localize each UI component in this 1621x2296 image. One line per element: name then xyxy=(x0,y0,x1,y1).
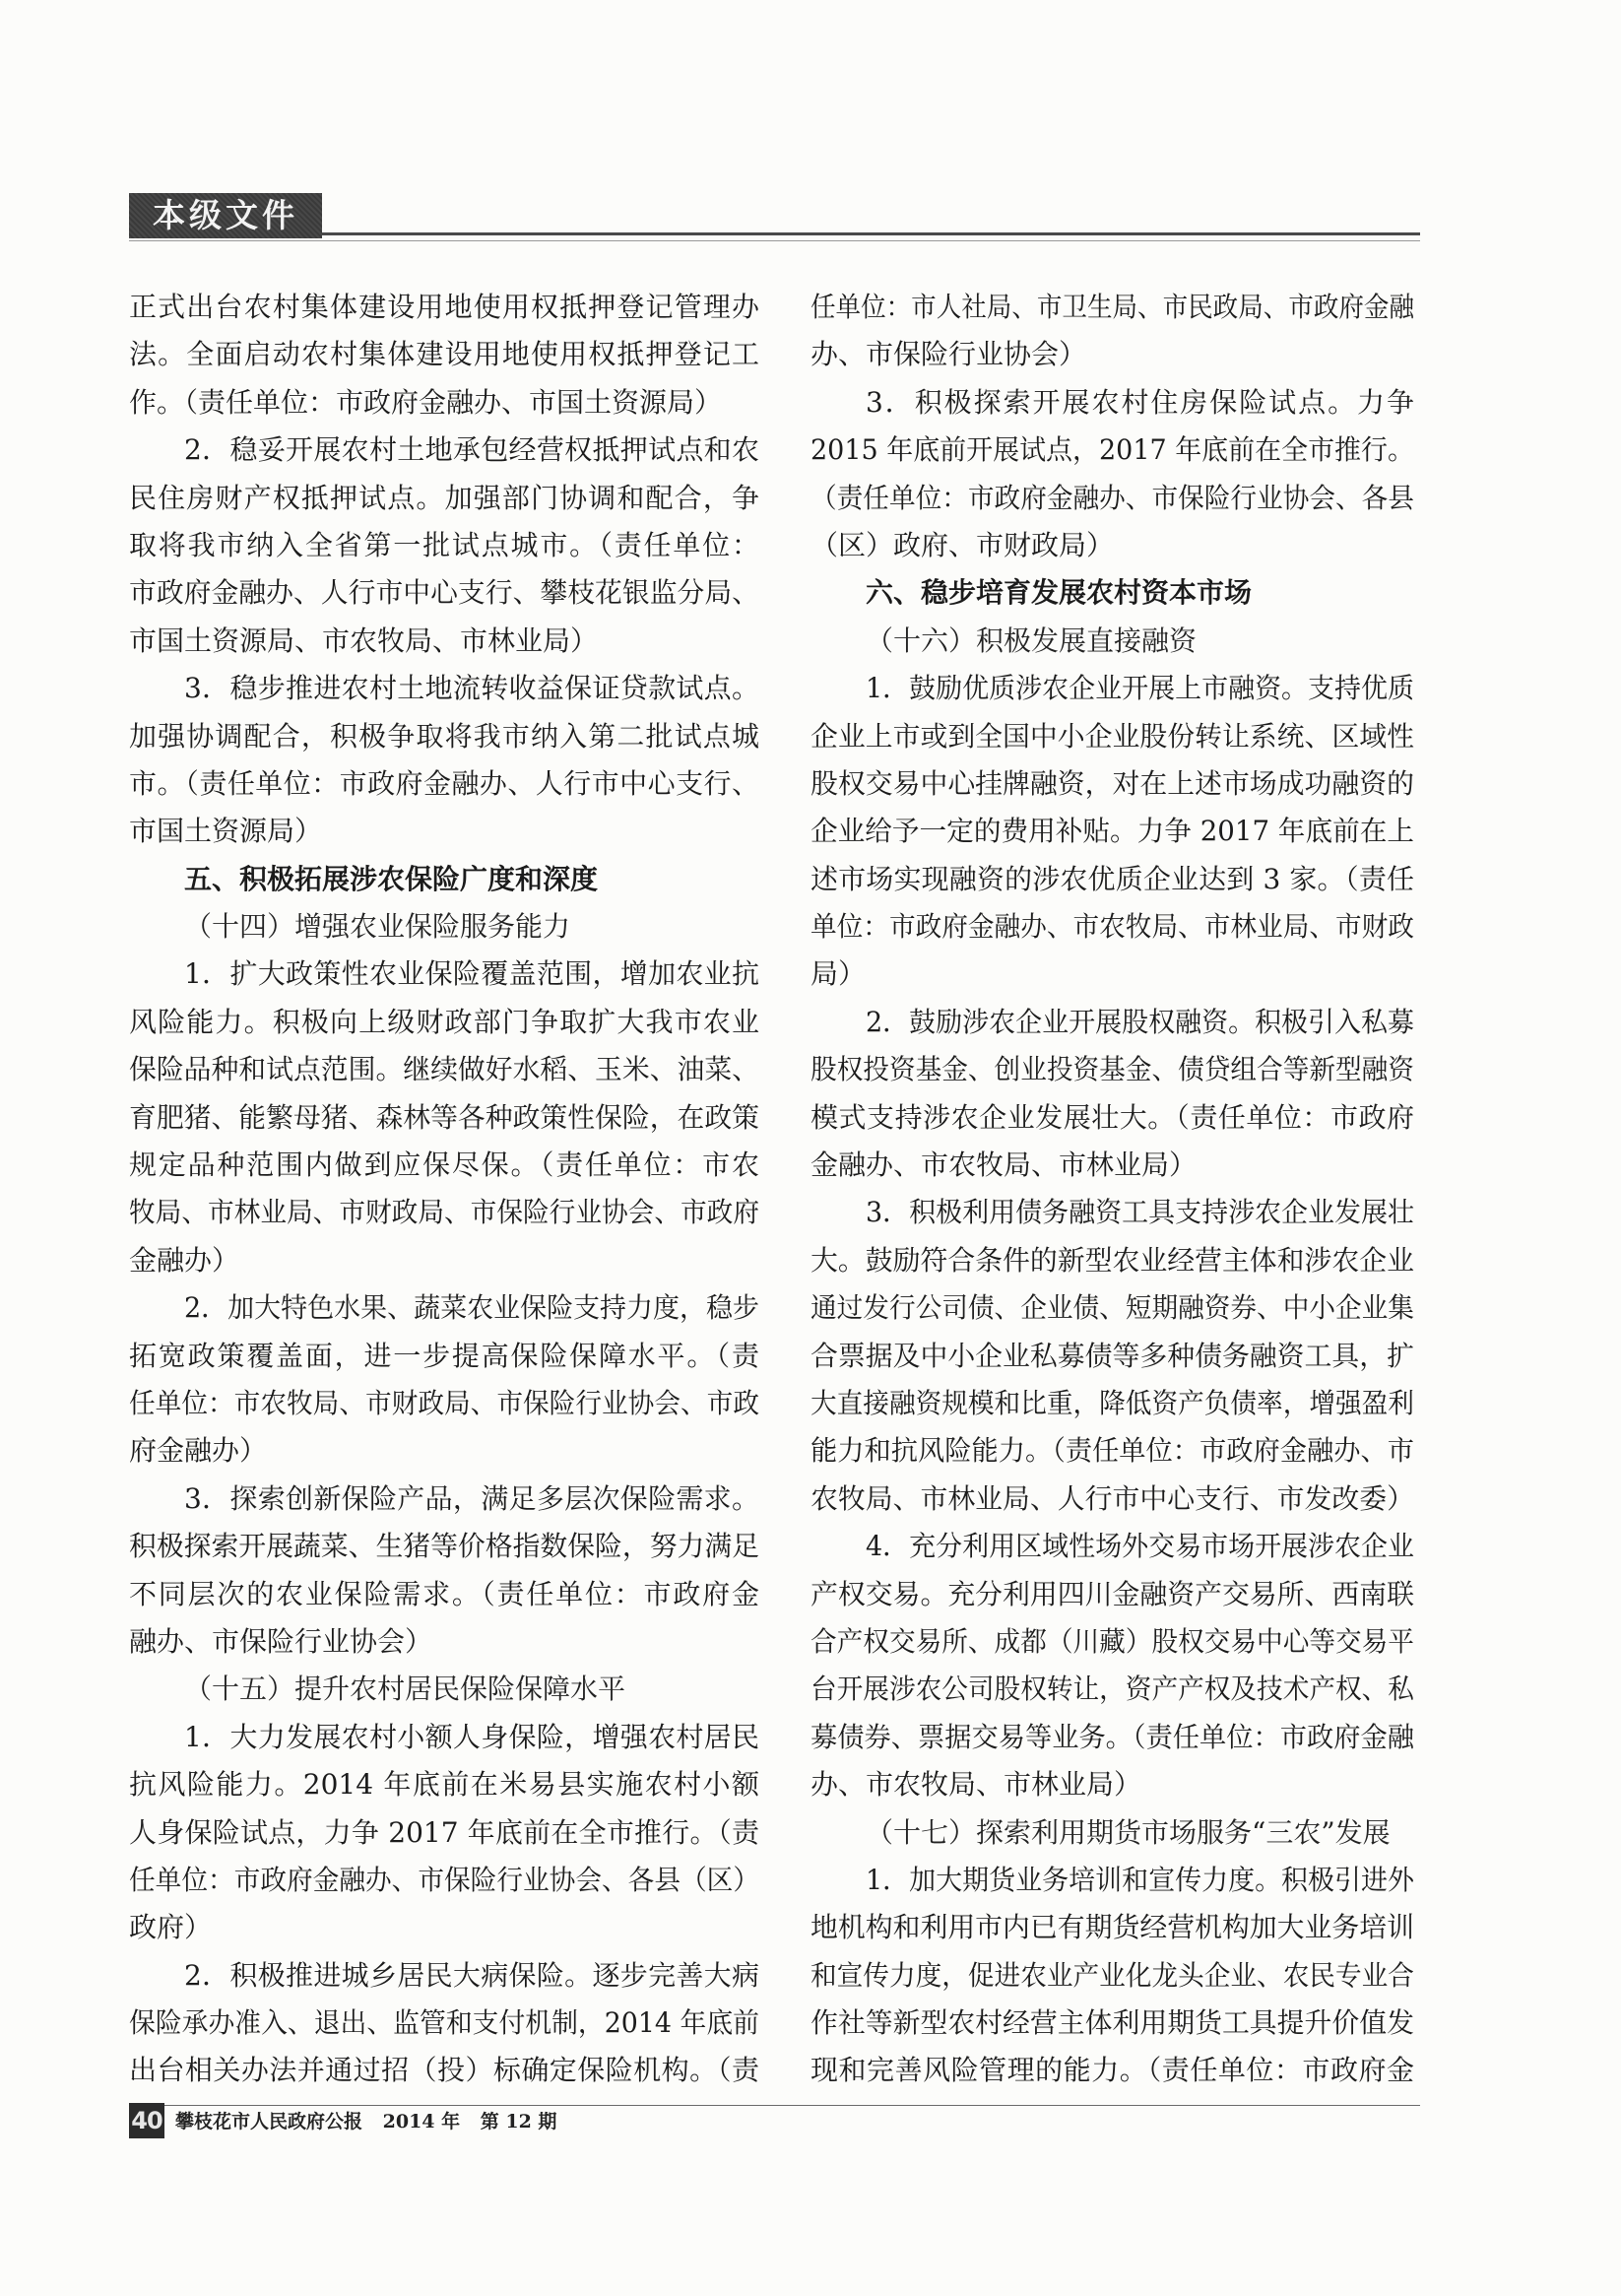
paragraph-line: 募债券、票据交易等业务。（责任单位：市政府金融 xyxy=(810,1720,1415,1753)
paragraph-line: 府金融办） xyxy=(129,1434,268,1468)
paragraph-line: 任单位：市人社局、市卫生局、市民政局、市政府金融 xyxy=(810,291,1415,323)
paragraph-line: 1．鼓励优质涉农企业开展上市融资。支持优质 xyxy=(866,672,1415,705)
paragraph-line: 民住房财产权抵押试点。加强部门协调和配合，争 xyxy=(129,481,759,514)
paragraph xyxy=(810,1857,1414,2095)
paragraph-line: 拓宽政策覆盖面，进一步提高保险保障水平。（责 xyxy=(129,1339,759,1372)
paragraph-line: 育肥猪、能繁母猪、森林等各种政策性保险，在政策 xyxy=(129,1100,760,1134)
section-heading: 六、稳步培育发展农村资本市场 xyxy=(866,576,1253,610)
paragraph xyxy=(129,1952,759,2095)
section-label-badge: 本级文件 xyxy=(129,193,322,238)
paragraph-line: 1．扩大政策性农业保险覆盖范围，增加农业抗 xyxy=(184,957,759,991)
paragraph xyxy=(129,284,759,426)
paragraph-line: 企业给予一定的费用补贴。力争 2017 年底前在上 xyxy=(810,815,1414,848)
paragraph-line: 股权投资基金、创业投资基金、债贷组合等新型融资 xyxy=(810,1053,1414,1086)
paragraph-line: 股权交易中心挂牌融资，对在上述市场成功融资的 xyxy=(810,766,1414,800)
paragraph-line: 和宣传力度，促进农业产业化龙头企业、农民专业合 xyxy=(810,1958,1414,1992)
paragraph-line: 地机构和利用市内已有期货经营机构加大业务培训 xyxy=(810,1911,1414,1944)
paragraph-line: 正式出台农村集体建设用地使用权抵押登记管理办 xyxy=(129,291,759,323)
paragraph-line: 办、市农牧局、市林业局） xyxy=(810,1768,1142,1802)
paragraph xyxy=(810,284,1414,379)
paragraph-line: 2015 年底前开展试点，2017 年底前在全市推行。 xyxy=(810,433,1414,467)
paragraph-line: 作。（责任单位：市政府金融办、市国土资源局） xyxy=(129,385,723,419)
paragraph-line: 3．稳步推进农村土地流转收益保证贷款试点。 xyxy=(184,672,759,705)
paragraph-line: 取将我市纳入全省第一批试点城市。（责任单位： xyxy=(129,528,759,561)
paragraph-line: 2．积极推进城乡居民大病保险。逐步完善大病 xyxy=(184,1958,759,1992)
paragraph-line: 模式支持涉农企业发展壮大。（责任单位：市政府 xyxy=(810,1100,1414,1134)
paragraph-line: 4．充分利用区域性场外交易市场开展涉农企业 xyxy=(866,1530,1415,1563)
paragraph-line: （区）政府、市财政局） xyxy=(810,528,1115,561)
paragraph xyxy=(810,1523,1414,1808)
paragraph-line: 市。（责任单位：市政府金融办、人行市中心支行、 xyxy=(129,766,759,800)
footer-rule xyxy=(164,2105,1420,2106)
paragraph-line: 1．加大期货业务培训和宣传力度。积极引进外 xyxy=(866,1863,1415,1896)
paragraph xyxy=(810,665,1414,999)
paragraph-line: 合产权交易所、成都（川藏）股权交易中心等交易平 xyxy=(810,1624,1414,1658)
paragraph xyxy=(810,999,1414,1190)
paragraph-line: 述市场实现融资的涉农优质企业达到 3 家。（责任 xyxy=(810,862,1414,895)
paragraph-line: 大。鼓励符合条件的新型农业经营主体和涉农企业 xyxy=(810,1243,1414,1277)
paragraph-line: 2．鼓励涉农企业开展股权融资。积极引入私募 xyxy=(866,1005,1415,1038)
paragraph-line: 不同层次的农业保险需求。（责任单位：市政府金 xyxy=(129,1577,759,1610)
paragraph-line: 企业上市或到全国中小企业股份转让系统、区域性 xyxy=(810,719,1414,753)
paragraph-line: 抗风险能力。2014 年底前在米易县实施农村小额 xyxy=(129,1768,759,1802)
paragraph-line: 2．稳妥开展农村土地承包经营权抵押试点和农 xyxy=(184,433,759,467)
paragraph-line: 现和完善风险管理的能力。（责任单位：市政府金 xyxy=(810,2054,1414,2087)
paragraph-line: 2．加大特色水果、蔬菜农业保险支持力度，稳步 xyxy=(184,1291,760,1325)
section-heading: 五、积极拓展涉农保险广度和深度 xyxy=(184,862,599,895)
paragraph-line: 通过发行公司债、企业债、短期融资券、中小企业集 xyxy=(810,1291,1414,1325)
paragraph xyxy=(129,1284,759,1476)
paragraph xyxy=(129,665,759,856)
subsection-heading: （十六）积极发展直接融资 xyxy=(866,623,1198,657)
paragraph-line: 局） xyxy=(810,957,867,991)
paragraph-line: 3．探索创新保险产品，满足多层次保险需求。 xyxy=(184,1481,759,1515)
subsection-heading: （十四）增强农业保险服务能力 xyxy=(184,910,571,944)
paragraph-line: 金融办） xyxy=(129,1243,240,1277)
paragraph-line: 规定品种范围内做到应保尽保。（责任单位：市农 xyxy=(129,1148,759,1182)
paragraph-line: 人身保险试点，力争 2017 年底前在全市推行。（责 xyxy=(129,1815,759,1849)
paragraph-line: 金融办、市农牧局、市林业局） xyxy=(810,1148,1198,1182)
paragraph-line: 法。全面启动农村集体建设用地使用权抵押登记工 xyxy=(129,338,759,371)
paragraph-line: 大直接融资规模和比重，降低资产负债率，增强盈利 xyxy=(810,1386,1414,1419)
paragraph-line: 台开展涉农公司股权转让，资产产权及技术产权、私 xyxy=(810,1673,1414,1706)
right-column xyxy=(810,284,1414,2095)
paragraph xyxy=(129,1714,759,1952)
paragraph-line: 市政府金融办、人行市中心支行、攀枝花银监分局、 xyxy=(129,576,760,610)
paragraph-line: 任单位：市农牧局、市财政局、市保险行业协会、市政 xyxy=(129,1386,760,1419)
paragraph xyxy=(129,1476,759,1667)
paragraph-line: 产权交易。充分利用四川金融资产交易所、西南联 xyxy=(810,1577,1414,1610)
left-column xyxy=(129,284,759,2095)
subsection-heading: （十五）提升农村居民保险保障水平 xyxy=(184,1673,626,1706)
paragraph-line: 任单位：市政府金融办、市保险行业协会、各县（区） xyxy=(129,1863,760,1896)
paragraph-line: 1．大力发展农村小额人身保险，增强农村居民 xyxy=(184,1720,759,1753)
publication-name: 攀枝花市人民政府公报 xyxy=(175,2111,363,2132)
paragraph-line: 保险承办准入、退出、监管和支付机制，2014 年底前 xyxy=(129,2006,759,2040)
footer-publication-line xyxy=(175,2108,570,2135)
paragraph-line: 风险能力。积极向上级财政部门争取扩大我市农业 xyxy=(129,1005,759,1038)
header-rule xyxy=(322,232,1420,235)
paragraph-line: 牧局、市林业局、市财政局、市保险行业协会、市政府 xyxy=(129,1196,760,1229)
subsection-heading: （十七）探索利用期货市场服务“三农”发展 xyxy=(866,1815,1391,1849)
paragraph-line: 市国土资源局、市农牧局、市林业局） xyxy=(129,623,599,657)
paragraph-line: 农牧局、市林业局、人行市中心支行、市发改委） xyxy=(810,1481,1414,1515)
paragraph-line: 出台相关办法并通过招（投）标确定保险机构。（责 xyxy=(129,2054,759,2087)
paragraph-line: 作社等新型农村经营主体利用期货工具提升价值发 xyxy=(810,2006,1414,2040)
paragraph-line: 能力和抗风险能力。（责任单位：市政府金融办、市 xyxy=(810,1434,1415,1468)
paragraph xyxy=(810,379,1414,570)
paragraph xyxy=(129,426,759,665)
paragraph-line: 合票据及中小企业私募债等多种债务融资工具，扩 xyxy=(810,1339,1414,1372)
paragraph-line: 单位：市政府金融办、市农牧局、市林业局、市财政 xyxy=(810,910,1414,944)
page-number: 40 xyxy=(129,2103,164,2138)
publication-year: 2014 年 xyxy=(382,2111,461,2132)
paragraph-line: 3．积极探索开展农村住房保险试点。力争 xyxy=(866,385,1414,419)
paragraph-line: 3．积极利用债务融资工具支持涉农企业发展壮 xyxy=(866,1196,1415,1229)
paragraph-line: 办、市保险行业协会） xyxy=(810,338,1087,371)
paragraph-line: （责任单位：市政府金融办、市保险行业协会、各县 xyxy=(810,481,1414,514)
publication-issue: 第 12 期 xyxy=(480,2111,557,2132)
header-rule-thin xyxy=(129,240,1420,241)
paragraph-line: 融办、市保险行业协会） xyxy=(129,1624,433,1658)
paragraph-line: 保险品种和试点范围。继续做好水稻、玉米、油菜、 xyxy=(129,1053,760,1086)
paragraph-line: 政府） xyxy=(129,1911,213,1944)
paragraph-line: 积极探索开展蔬菜、生猪等价格指数保险，努力满足 xyxy=(129,1530,760,1563)
paragraph xyxy=(810,1189,1414,1523)
paragraph xyxy=(129,951,759,1284)
paragraph-line: 市国土资源局） xyxy=(129,815,323,848)
paragraph-line: 加强协调配合，积极争取将我市纳入第二批试点城 xyxy=(129,719,759,753)
